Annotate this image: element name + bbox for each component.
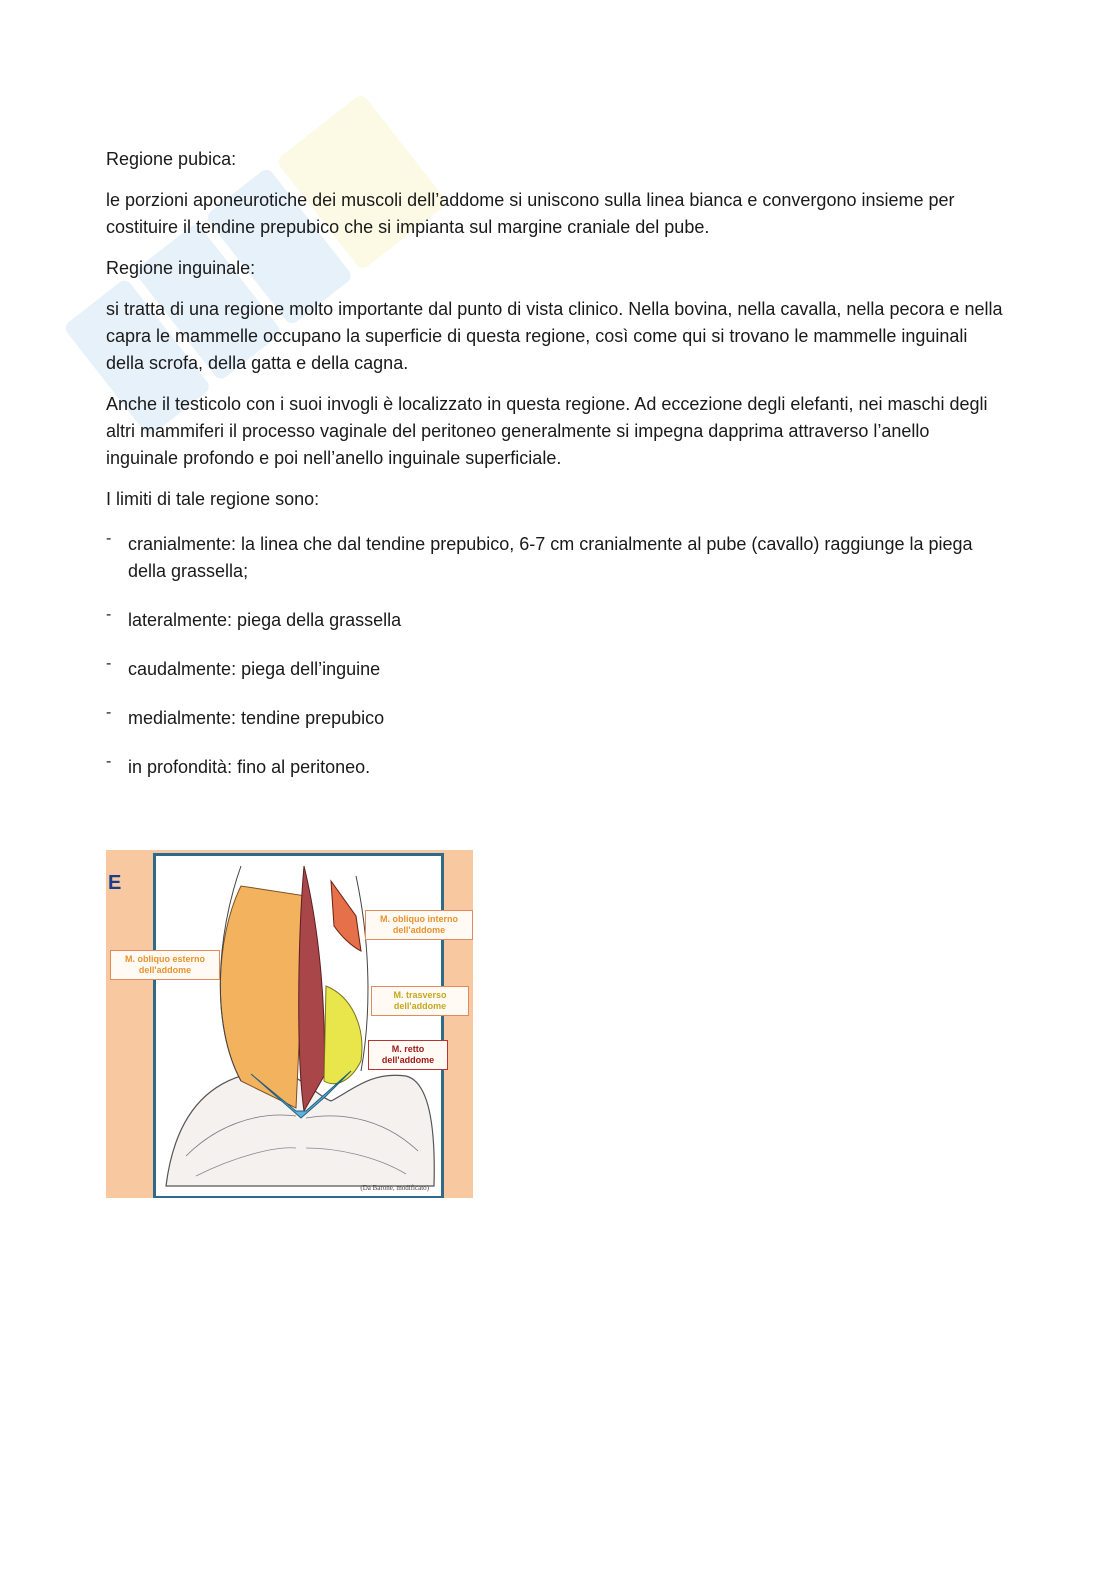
bullet-dash: - (106, 655, 112, 672)
label-trasverso: M. trasverso dell'addome (371, 986, 469, 1016)
list-item-text: caudalmente: piega dell’inguine (128, 659, 381, 679)
figure-credit: (Da Barone, modificato) (360, 1184, 429, 1192)
heading-regione-inguinale: Regione inguinale: (106, 258, 256, 278)
list-item-text: lateralmente: piega della grassella (128, 610, 402, 630)
figure-corner-letter: E (108, 872, 122, 894)
paragraph-inguinale: si tratta di una regione molto importante dal punto di vista clinico. Nella bovina, nella cavalla, nella pecora e nella capra le mammelle occupano la superficie di questa regione, così come qui si trovano le mammelle inguinali della scrofa, della gatta e della cagna. (106, 299, 1003, 373)
label-retto: M. retto dell'addome (368, 1040, 448, 1070)
bullet-dash: - (106, 530, 112, 547)
limits-list (106, 531, 1006, 781)
label-obliquo-interno: M. obliquo interno dell'addome (365, 910, 473, 940)
list-item (106, 656, 1006, 683)
list-item (106, 607, 1006, 634)
paragraph-testicolo: Anche il testicolo con i suoi invogli è localizzato in questa regione. Ad eccezione degli elefanti, nei maschi degli altri mammiferi il processo vaginale del peritoneo generalmente si impegna dapprima attraverso l’anello inguinale profondo e poi nell’anello inguinale superficiale. (106, 394, 988, 468)
list-item (106, 705, 1006, 732)
bullet-dash: - (106, 753, 112, 770)
paragraph-limiti-intro: I limiti di tale regione sono: (106, 489, 320, 509)
document-body (106, 146, 1006, 803)
list-item-text: cranialmente: la linea che dal tendine prepubico, 6-7 cm cranialmente al pube (cavallo) raggiunge la piega della grassella; (128, 534, 973, 581)
label-obliquo-esterno: M. obliquo esterno dell'addome (110, 950, 220, 980)
list-item (106, 754, 1006, 781)
figure-panel (153, 853, 444, 1198)
bullet-dash: - (106, 704, 112, 721)
heading-regione-pubica: Regione pubica: (106, 149, 237, 169)
paragraph-pubica: le porzioni aponeurotiche dei muscoli dell’addome si uniscono sulla linea bianca e convergono insieme per costituire il tendine prepubico che si impianta sul margine craniale del pube. (106, 190, 955, 237)
list-item-text: in profondità: fino al peritoneo. (128, 757, 371, 777)
list-item (106, 531, 1006, 585)
list-item-text: medialmente: tendine prepubico (128, 708, 385, 728)
bullet-dash: - (106, 606, 112, 623)
abdominal-muscles-illustration (156, 856, 441, 1196)
anatomy-figure (106, 850, 473, 1198)
